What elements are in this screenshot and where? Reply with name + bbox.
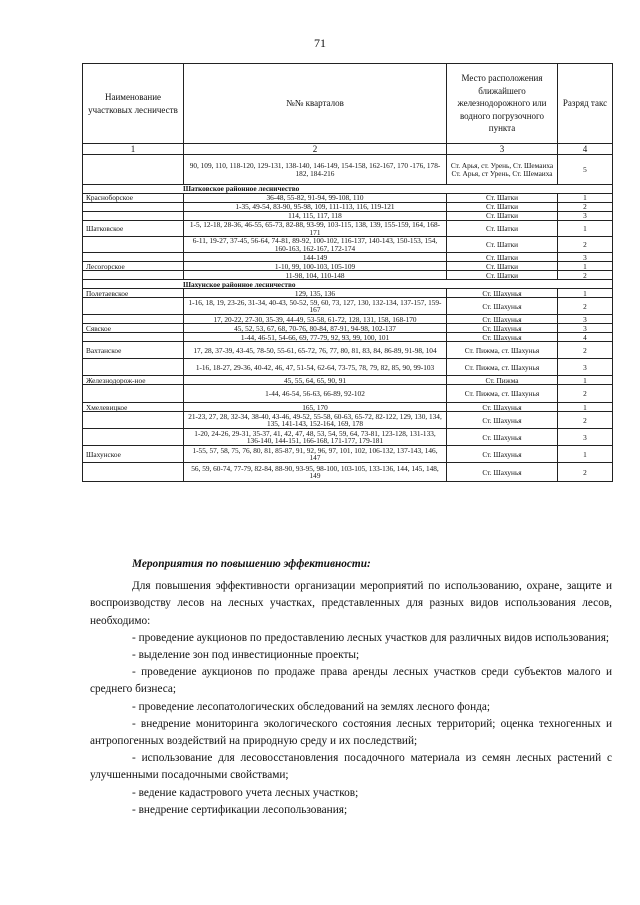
forestry-name: Хмелевицкое	[83, 403, 184, 412]
table-row	[83, 403, 613, 412]
rate-class: 1	[558, 403, 613, 412]
table-row	[83, 429, 613, 446]
rate-class: 2	[558, 203, 613, 212]
quarter-numbers: 129, 135, 136	[184, 289, 447, 298]
quarter-numbers: 56, 59, 60-74, 77-79, 82-84, 88-90, 93-95, 98-100, 103-105, 133-136, 144, 145, 148, 149	[184, 463, 447, 482]
page-number: 71	[314, 36, 326, 50]
quarter-numbers: 45, 55, 64, 65, 90, 91	[184, 376, 447, 385]
district-name: Шатковское районное лесничество	[83, 185, 613, 194]
table-row	[83, 237, 613, 253]
loading-point: Ст. Шахунья	[447, 324, 558, 333]
table-row	[83, 342, 613, 359]
district-name: Шахунское районное лесничество	[83, 280, 613, 289]
table-row	[83, 212, 613, 221]
header-station: Место расположения ближайшего железнодорожного или водного погрузочного пункта	[447, 64, 558, 144]
table-row	[83, 376, 613, 385]
quarter-numbers: 1-44, 46-54, 56-63, 66-89, 92-102	[184, 385, 447, 403]
table-row	[83, 385, 613, 403]
table-row	[83, 221, 613, 237]
forestry-name	[83, 155, 184, 185]
district-row	[83, 280, 613, 289]
forestry-name	[83, 253, 184, 262]
quarter-numbers: 1-16, 18, 19, 23-26, 31-34, 40-43, 50-52, 59, 60, 73, 127, 130, 132-134, 137-157, 159-167	[184, 298, 447, 315]
loading-point: Ст. Шатки	[447, 237, 558, 253]
forestry-name	[83, 463, 184, 482]
table-row	[83, 194, 613, 203]
rate-class: 3	[558, 253, 613, 262]
loading-point: Ст. Пижма, ст. Шахунья	[447, 359, 558, 376]
quarter-numbers: 11-98, 104, 110-148	[184, 271, 447, 280]
loading-point: Ст. Шахунья	[447, 429, 558, 446]
section-heading: Мероприятия по повышению эффективности:	[132, 558, 371, 570]
loading-point: Ст. Шатки	[447, 262, 558, 271]
quarter-numbers: 21-23, 27, 28, 32-34, 38-40, 43-46, 49-52, 55-58, 60-63, 65-72, 82-122, 129, 130, 134, 135, 141-143, 152-164, 169, 178	[184, 412, 447, 429]
loading-point: Ст. Шахунья	[447, 403, 558, 412]
loading-point: Ст. Шатки	[447, 253, 558, 262]
quarter-numbers: 17, 20-22, 27-30, 35-39, 44-49, 53-58, 61-72, 128, 131, 158, 168-170	[184, 315, 447, 324]
measure-item: - использование для лесовосстановления посадочного материала из семян лесных растений с улучшенными посадочными свойствами;	[90, 752, 612, 782]
table-row	[83, 298, 613, 315]
rate-class: 5	[558, 155, 613, 185]
quarter-numbers: 6-11, 19-27, 37-45, 56-64, 74-81, 89-92, 100-102, 116-137, 140-143, 150-153, 154, 160-163, 162-167, 172-174	[184, 237, 447, 253]
quarter-numbers: 114, 115, 117, 118	[184, 212, 447, 221]
district-row	[83, 185, 613, 194]
quarter-numbers: 1-10, 99, 100-103, 105-109	[184, 262, 447, 271]
rate-class: 3	[558, 429, 613, 446]
forestry-name: Вахтанское	[83, 342, 184, 359]
forestry-name	[83, 333, 184, 342]
measure-item: - проведение аукционов по продаже права аренды лесных участков среди субъектов малого и среднего бизнеса;	[90, 666, 612, 696]
table-row	[83, 446, 613, 463]
rate-class: 2	[558, 237, 613, 253]
forestry-name	[83, 385, 184, 403]
rate-class: 2	[558, 412, 613, 429]
rate-class: 2	[558, 385, 613, 403]
quarter-numbers: 1-5, 12-18, 28-36, 46-55, 65-73, 82-88, 93-99, 103-115, 138, 139, 155-159, 164, 168-171	[184, 221, 447, 237]
quarter-numbers: 1-16, 18-27, 29-36, 40-42, 46, 47, 51-54, 62-64, 73-75, 78, 79, 82, 85, 90, 99-103	[184, 359, 447, 376]
table-row	[83, 333, 613, 342]
rate-class: 1	[558, 289, 613, 298]
rate-class: 4	[558, 333, 613, 342]
column-number: 3	[447, 144, 558, 155]
forestry-name: Железнодорож-ное	[83, 376, 184, 385]
forestry-name	[83, 412, 184, 429]
forestry-name: Полетаевское	[83, 289, 184, 298]
measure-item: - проведение лесопатологических обследований на землях лесного фонда;	[132, 700, 491, 713]
column-numbers-row	[83, 144, 613, 155]
measure-item: - внедрение мониторинга экологического состояния лесных территорий; оценка техногенных и антропогенных воздействий на природную среду и их последствий;	[90, 717, 612, 748]
rate-class: 2	[558, 342, 613, 359]
table-row	[83, 289, 613, 298]
header-quarters: №№ кварталов	[184, 64, 447, 144]
forestry-name	[83, 203, 184, 212]
table-row	[83, 253, 613, 262]
quarter-numbers: 144-149	[184, 253, 447, 262]
column-number: 2	[184, 144, 447, 155]
table-row	[83, 271, 613, 280]
rate-class: 2	[558, 463, 613, 482]
rate-class: 3	[558, 359, 613, 376]
loading-point: Ст. Шатки	[447, 221, 558, 237]
quarter-numbers: 17, 28, 37-39, 43-45, 78-50, 55-61, 65-72, 76, 77, 80, 81, 83, 84, 86-89, 91-98, 104	[184, 342, 447, 359]
forestry-name: Шахунское	[83, 446, 184, 463]
table-row	[83, 359, 613, 376]
quarter-numbers: 165, 170	[184, 403, 447, 412]
column-number: 4	[558, 144, 613, 155]
rate-class: 1	[558, 221, 613, 237]
quarter-numbers: 1-35, 49-54, 83-90, 95-98, 109, 111-113, 116, 119-121	[184, 203, 447, 212]
rate-class: 2	[558, 271, 613, 280]
forestry-name	[83, 315, 184, 324]
table-row	[83, 463, 613, 482]
forestry-name	[83, 237, 184, 253]
rate-class: 3	[558, 212, 613, 221]
loading-point: Ст. Пижма, ст. Шахунья	[447, 385, 558, 403]
quarter-numbers: 1-20, 24-26, 29-31, 35-37, 41, 42, 47, 48, 53, 54, 59, 64, 73-81, 123-128, 131-133, 136-140, 144-151, 166-168, 171-177, 179-181	[184, 429, 447, 446]
quarter-numbers: 1-55, 57, 58, 75, 76, 80, 81, 85-87, 91, 92, 96, 97, 101, 102, 106-132, 137-143, 146, 147	[184, 446, 447, 463]
forestry-name: Красноборское	[83, 194, 184, 203]
loading-point: Ст. Шатки	[447, 194, 558, 203]
loading-point: Ст. Шатки	[447, 271, 558, 280]
loading-point: Ст. Шахунья	[447, 298, 558, 315]
quarter-numbers: 90, 109, 110, 118-120, 129-131, 138-140, 146-149, 154-158, 162-167, 170 -176, 178-182, 184-216	[184, 155, 447, 185]
quarter-numbers: 1-44, 46-51, 54-66, 69, 77-79, 92, 93, 99, 100, 101	[184, 333, 447, 342]
forestry-name	[83, 359, 184, 376]
table-row	[83, 412, 613, 429]
measures-list	[90, 630, 612, 819]
rate-class: 1	[558, 194, 613, 203]
rate-class: 3	[558, 315, 613, 324]
table-row	[83, 324, 613, 333]
loading-point: Ст. Пижма, ст. Шахунья	[447, 342, 558, 359]
loading-point: Ст. Шахунья	[447, 412, 558, 429]
efficiency-section	[90, 556, 612, 819]
rate-class: 1	[558, 376, 613, 385]
quarter-numbers: 45, 52, 53, 67, 68, 70-76, 80-84, 87-91, 94-98, 102-137	[184, 324, 447, 333]
forestry-name	[83, 212, 184, 221]
column-number: 1	[83, 144, 184, 155]
rate-class: 1	[558, 262, 613, 271]
rate-class: 1	[558, 446, 613, 463]
loading-point: Ст. Шахунья	[447, 446, 558, 463]
table-header-row	[83, 64, 613, 144]
loading-point: Ст. Шатки	[447, 203, 558, 212]
loading-point: Ст. Шахунья	[447, 333, 558, 342]
measure-item: - проведение аукционов по предоставлению лесных участков для различных видов использования;	[132, 631, 610, 644]
forest-districts-table	[82, 63, 613, 482]
quarter-numbers: 36-48, 55-82, 91-94, 99-108, 110	[184, 194, 447, 203]
forestry-name: Лесогорское	[83, 262, 184, 271]
forestry-name: Шатковское	[83, 221, 184, 237]
header-name: Наименование участковых лесничеств	[83, 64, 184, 144]
loading-point: Ст. Арья, ст. Урень, Ст. Шемаиха Ст. Арья, ст Урень, Ст. Шемаиха	[447, 155, 558, 185]
measure-item: - внедрение сертификации лесопользования;	[132, 803, 348, 816]
forestry-name: Сявское	[83, 324, 184, 333]
intro-paragraph: Для повышения эффективности организации мероприятий по использованию, охране, защите и воспроизводству лесов на лесных участках, представленных для разных видов использования лесов, необходимо:	[90, 580, 612, 627]
table-row	[83, 155, 613, 185]
rate-class: 3	[558, 324, 613, 333]
table-row	[83, 315, 613, 324]
loading-point: Ст. Пижма	[447, 376, 558, 385]
header-rate: Разряд такс	[558, 64, 613, 144]
table-row	[83, 203, 613, 212]
loading-point: Ст. Шахунья	[447, 289, 558, 298]
measure-item: - ведение кадастрового учета лесных участков;	[132, 786, 359, 799]
loading-point: Ст. Шахунья	[447, 315, 558, 324]
forestry-name	[83, 271, 184, 280]
measure-item: - выделение зон под инвестиционные проекты;	[132, 649, 360, 662]
forestry-name	[83, 429, 184, 446]
table-row	[83, 262, 613, 271]
rate-class: 2	[558, 298, 613, 315]
forestry-name	[83, 298, 184, 315]
loading-point: Ст. Шатки	[447, 212, 558, 221]
loading-point: Ст. Шахунья	[447, 463, 558, 482]
